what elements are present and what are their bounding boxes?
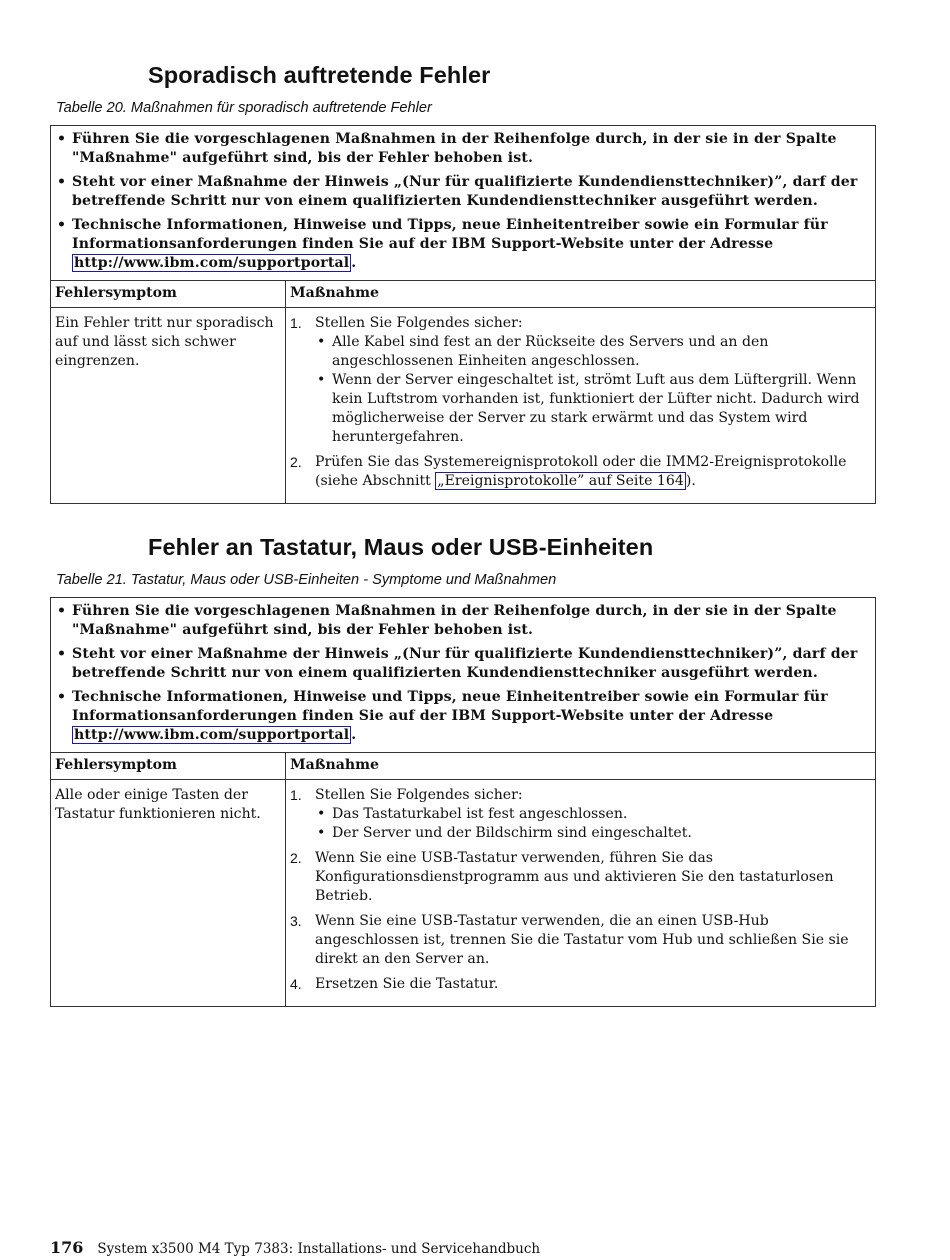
action-cell	[286, 780, 876, 1007]
note-text: Technische Informationen, Hinweise und Tipps, neue Einheitentreiber sowie ein Formular für Informationsanforderungen finden Sie auf der IBM Support-Website unter der Adresse	[72, 689, 828, 724]
table-row	[51, 780, 876, 1007]
section-keyboard-mouse-usb	[50, 530, 876, 1007]
note-item: • Führen Sie die vorgeschlagenen Maßnahmen in der Reihenfolge durch, in der sie in der Spalte "Maßnahme" aufgeführt sind, bis der Fehler behoben ist.	[55, 602, 867, 640]
sub-list	[315, 333, 871, 447]
sub-item: • Alle Kabel sind fest an der Rückseite des Servers und an den angeschlossenen Einheiten angeschlossen.	[315, 333, 871, 371]
sub-item: • Der Server und der Bildschirm sind eingeschaltet.	[315, 824, 871, 843]
event-log-link[interactable]: „Ereignisprotokolle” auf Seite 164	[437, 473, 684, 489]
footer-title: System x3500 M4 Typ 7383: Installations- und Servicehandbuch	[97, 1241, 541, 1257]
note-text: Technische Informationen, Hinweise und Tipps, neue Einheitentreiber sowie ein Formular für Informationsanforderungen finden Sie auf der IBM Support-Website unter der Adresse	[72, 217, 828, 252]
note-item: • Führen Sie die vorgeschlagenen Maßnahmen in der Reihenfolge durch, in der sie in der Spalte "Maßnahme" aufgeführt sind, bis der Fehler behoben ist.	[55, 130, 867, 168]
action-step	[290, 786, 871, 843]
symptom-table	[50, 597, 876, 1007]
step-text: Ersetzen Sie die Tastatur.	[315, 976, 499, 992]
step-number: 1.	[290, 315, 302, 331]
note-item: • Steht vor einer Maßnahme der Hinweis „(Nur für qualifizierte Kundendiensttechniker)”, darf der betreffende Schritt nur von einem qualifizierten Kundendiensttechniker ausgeführt werden.	[55, 645, 867, 683]
column-header-action: Maßnahme	[286, 281, 876, 308]
symptom-cell: Ein Fehler tritt nur sporadisch auf und lässt sich schwer eingrenzen.	[51, 308, 286, 504]
note-text-end: .	[351, 255, 357, 271]
symptom-table	[50, 125, 876, 504]
action-cell	[286, 308, 876, 504]
action-step	[290, 849, 871, 906]
step-text-end: ).	[685, 473, 696, 489]
action-steps	[290, 314, 871, 491]
section-heading: Fehler an Tastatur, Maus oder USB-Einheiten	[148, 534, 654, 560]
sub-item: • Das Tastaturkabel ist fest angeschlossen.	[315, 805, 871, 824]
note-text-end: .	[351, 727, 357, 743]
section-heading: Sporadisch auftretende Fehler	[148, 62, 491, 88]
sub-item: • Wenn der Server eingeschaltet ist, strömt Luft aus dem Lüftergrill. Wenn kein Luftstrom vorhanden ist, funktioniert der Lüfter nicht. Dadurch wird möglicherweise der Server zu stark erwärmt und das System wird heruntergefahren.	[315, 371, 871, 447]
section-sporadic-errors	[50, 58, 876, 504]
table-header-row	[51, 753, 876, 780]
table-header-row	[51, 281, 876, 308]
step-number: 2.	[290, 454, 302, 470]
table-row	[51, 308, 876, 504]
notes-row	[51, 598, 876, 753]
table-caption: Tabelle 21. Tastatur, Maus oder USB-Einheiten - Symptome und Maßnahmen	[56, 572, 557, 588]
support-link[interactable]: http://www.ibm.com/supportportal	[74, 255, 350, 271]
action-step	[290, 912, 871, 969]
step-number: 4.	[290, 976, 302, 992]
step-text: Stellen Sie Folgendes sicher:	[315, 787, 523, 803]
note-item: • Steht vor einer Maßnahme der Hinweis „(Nur für qualifizierte Kundendiensttechniker)”, darf der betreffende Schritt nur von einem qualifizierten Kundendiensttechniker ausgeführt werden.	[55, 173, 867, 211]
step-text: Wenn Sie eine USB-Tastatur verwenden, führen Sie das Konfigurationsdienstprogramm aus und aktivieren Sie den tastaturlosen Betrieb.	[315, 850, 834, 904]
step-text: Stellen Sie Folgendes sicher:	[315, 315, 523, 331]
action-step	[290, 453, 871, 491]
page-number: 176	[50, 1238, 84, 1257]
action-steps	[290, 786, 871, 994]
support-link[interactable]: http://www.ibm.com/supportportal	[74, 727, 350, 743]
step-text: Wenn Sie eine USB-Tastatur verwenden, die an einen USB-Hub angeschlossen ist, trennen Sie die Tastatur vom Hub und schließen Sie sie direkt an den Server an.	[315, 913, 849, 967]
step-text: Prüfen Sie das Systemereignisprotokoll oder die IMM2-Ereignisprotokolle (siehe Abschnitt	[315, 454, 847, 489]
notes-row	[51, 126, 876, 281]
action-step	[290, 314, 871, 447]
column-header-symptom: Fehlersymptom	[51, 281, 286, 308]
symptom-cell: Alle oder einige Tasten der Tastatur funktionieren nicht.	[51, 780, 286, 1007]
step-number: 3.	[290, 913, 302, 929]
page-footer	[50, 1238, 540, 1257]
table-caption: Tabelle 20. Maßnahmen für sporadisch auftretende Fehler	[56, 100, 432, 116]
column-header-action: Maßnahme	[286, 753, 876, 780]
sub-list	[315, 805, 871, 843]
note-item	[55, 216, 867, 273]
note-item	[55, 688, 867, 745]
notes-list	[55, 602, 867, 745]
step-number: 1.	[290, 787, 302, 803]
column-header-symptom: Fehlersymptom	[51, 753, 286, 780]
step-number: 2.	[290, 850, 302, 866]
action-step	[290, 975, 871, 994]
notes-list	[55, 130, 867, 273]
